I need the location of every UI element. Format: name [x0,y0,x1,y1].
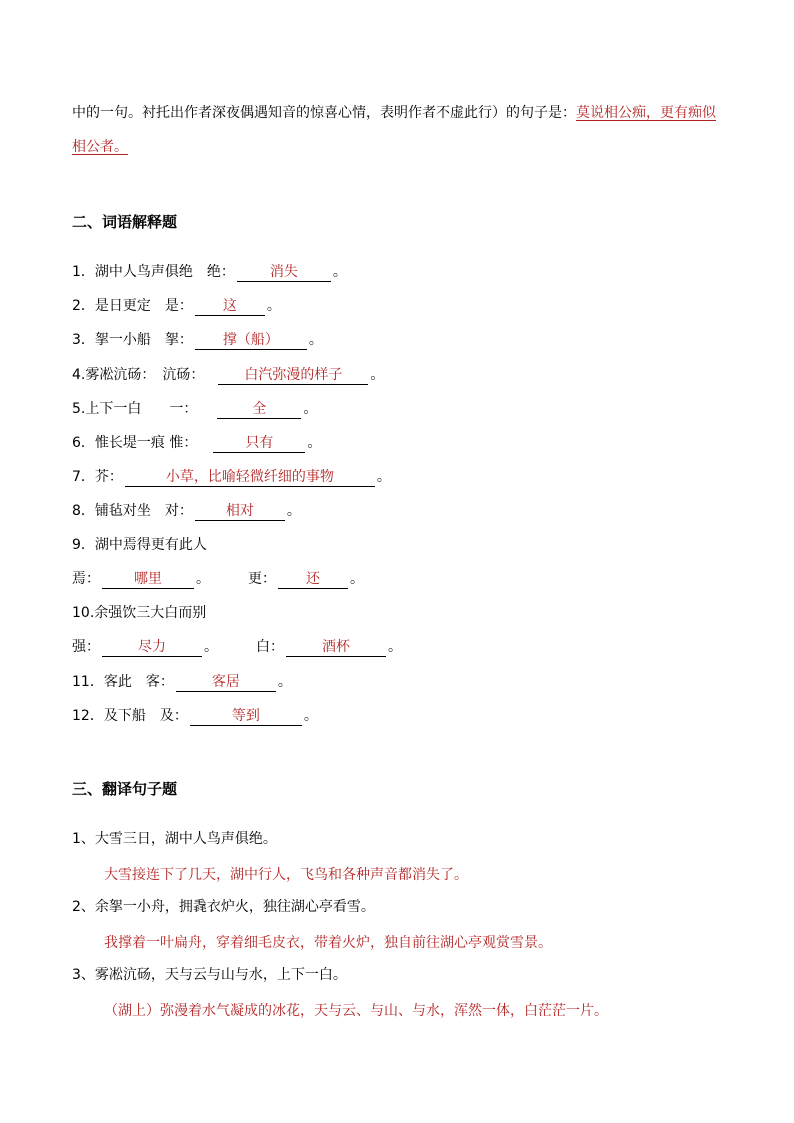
translate-question-3: 3、雾凇沆砀，天与云与山与水，上下一白。 [72,967,347,983]
vocab-item-6: 6．惟长堤一痕 惟： 只有 。 [72,435,322,451]
vocab-answer-9a: 哪里 [102,571,194,589]
vocab-answer-9b: 还 [278,571,348,589]
vocab-answer-8: 相对 [195,503,285,521]
intro-answer: 莫说相公痴，更有痴似相公者。 [72,105,716,155]
vocab-answer-7: 小草，比喻轻微纤细的事物 [125,469,375,487]
translate-answer-1: 大雪接连下了几天，湖中行人，飞鸟和各种声音都消失了。 [104,867,468,883]
translate-question-1: 1、大雪三日，湖中人鸟声俱绝。 [72,831,277,847]
intro-text: 中的一句。衬托出作者深夜偶遇知音的惊喜心情，表明作者不虚此行）的句子是： [72,105,576,121]
vocab-answer-5: 全 [217,401,301,419]
vocab-item-5: 5.上下一白 一： 全 。 [72,401,318,417]
vocab-answer-6: 只有 [213,435,305,453]
section3-title: 三、翻译句子题 [72,780,178,798]
vocab-answer-12: 等到 [190,708,302,726]
vocab-item-8: 8．铺毡对坐 对： 相对 。 [72,503,301,519]
vocab-answer-4: 白汽弥漫的样子 [218,367,368,385]
vocab-answer-3: 撑（船） [195,332,307,350]
vocab-item-1: 1．湖中人鸟声俱绝 绝： 消失 。 [72,264,347,280]
translate-answer-3: （湖上）弥漫着水气凝成的冰花，天与云、与山、与水，浑然一体，白茫茫一片。 [104,1003,608,1019]
vocab-answer-11: 客居 [176,674,276,692]
vocab-item-9-text: 9．湖中焉得更有此人 [72,537,207,553]
vocab-item-2: 2．是日更定 是： 这 。 [72,298,281,314]
vocab-answer-1: 消失 [237,264,331,282]
vocab-answer-10b: 酒杯 [286,639,386,657]
vocab-item-4: 4.雾凇沆砀： 沆砀： 白汽弥漫的样子 。 [72,367,385,383]
vocab-item-10-answers: 强： 尽力 。 白： 酒杯 。 [72,639,402,655]
vocab-item-12: 12．及下船 及： 等到 。 [72,708,318,724]
vocab-item-9-answers: 焉： 哪里 。 更： 还 。 [72,571,364,587]
section2-title: 二、词语解释题 [72,213,178,231]
vocab-item-11: 11．客此 客： 客居 。 [72,674,292,690]
vocab-answer-2: 这 [195,298,265,316]
vocab-item-7: 7．芥： 小草，比喻轻微纤细的事物 。 [72,469,391,485]
vocab-item-10-text: 10.余强饮三大白而别 [72,605,207,621]
vocab-item-3: 3．挐一小船 挐： 撑（船） 。 [72,332,323,348]
translate-question-2: 2、余挐一小舟，拥毳衣炉火，独往湖心亭看雪。 [72,899,375,915]
vocab-answer-10a: 尽力 [102,639,202,657]
intro-paragraph [72,96,722,164]
translate-answer-2: 我撑着一叶扁舟，穿着细毛皮衣，带着火炉，独自前往湖心亭观赏雪景。 [104,935,552,951]
